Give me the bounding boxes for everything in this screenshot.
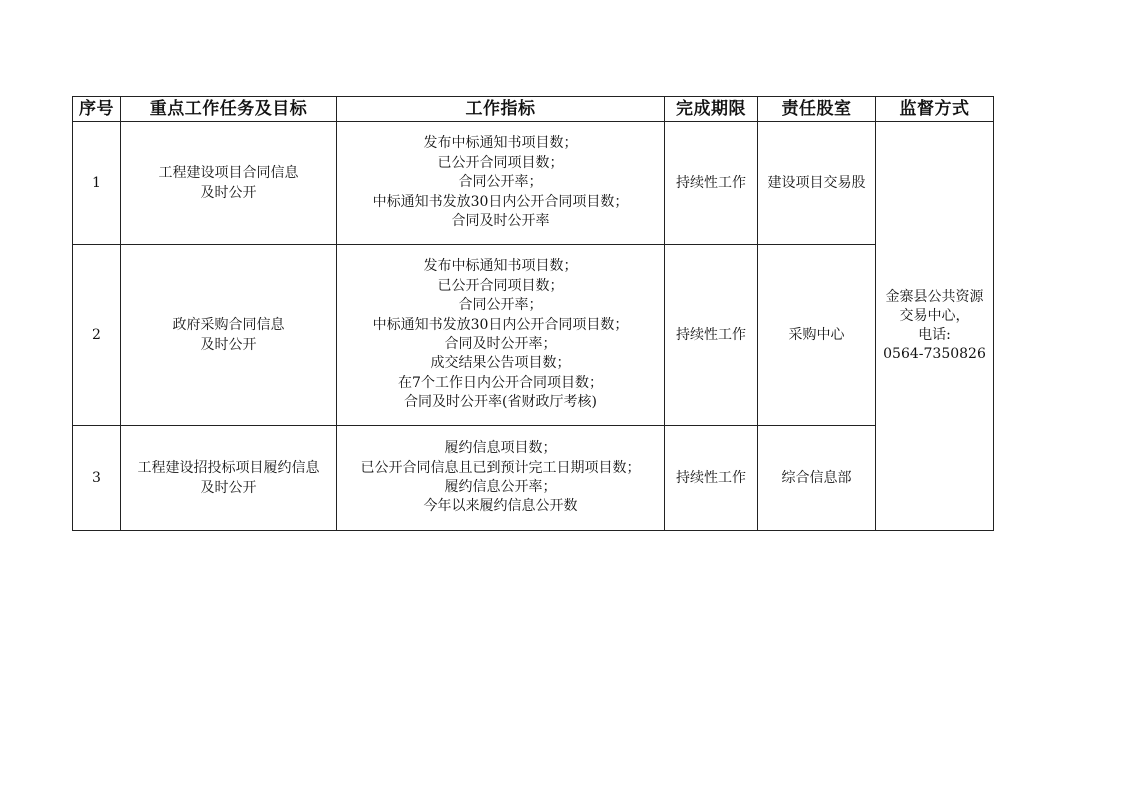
task-line: 及时公开 (200, 480, 257, 496)
row-task (121, 245, 337, 426)
indicator-line: 合同公开率； (458, 297, 543, 314)
row-indicators (337, 426, 665, 531)
row-seq: 3 (73, 426, 121, 531)
indicator-line: 已公开合同项目数； (437, 154, 564, 171)
work-task-table (72, 96, 994, 531)
task-line: 工程建设项目合同信息 (158, 165, 299, 181)
header-dept: 责任股室 (758, 97, 876, 122)
indicator-line: 合同及时公开率； (444, 336, 557, 352)
row-dept: 采购中心 (758, 245, 876, 426)
row-period: 持续性工作 (665, 245, 758, 426)
header-task: 重点工作任务及目标 (121, 97, 337, 122)
row-period: 持续性工作 (665, 122, 758, 245)
table-row (73, 426, 994, 531)
indicator-line: 成交结果公告项目数； (430, 355, 571, 372)
table-row (73, 245, 994, 426)
header-seq: 序号 (73, 97, 121, 122)
indicator-line: 合同及时公开率 (451, 213, 550, 230)
row-dept: 综合信息部 (758, 426, 876, 531)
indicator-line: 发布中标通知书项目数； (423, 135, 578, 152)
row-task (121, 122, 337, 245)
row-dept: 建设项目交易股 (758, 122, 876, 245)
table-row (73, 122, 994, 245)
task-line: 政府采购合同信息 (172, 317, 285, 333)
task-line: 工程建设招投标项目履约信息 (137, 460, 320, 476)
row-indicators (337, 245, 665, 426)
header-indicators: 工作指标 (337, 97, 665, 122)
indicator-line: 已公开合同项目数； (437, 277, 564, 294)
task-line: 及时公开 (200, 185, 257, 201)
supervision-line: 金寨县公共资源 (885, 289, 984, 305)
indicator-line: 发布中标通知书项目数； (423, 258, 578, 275)
row-task (121, 426, 337, 531)
indicator-line: 在7个工作日内公开合同项目数； (398, 374, 603, 391)
indicator-line: 中标通知书发放30日内公开合同项目数； (372, 193, 629, 210)
table-header-row (73, 97, 994, 122)
indicator-line: 已公开合同信息且已到预计完工日期项目数； (360, 459, 641, 476)
indicator-line: 合同及时公开率(省财政厅考核) (404, 394, 597, 411)
indicator-line: 合同公开率； (458, 174, 543, 191)
indicator-line: 今年以来履约信息公开数 (423, 498, 578, 515)
row-indicators (337, 122, 665, 245)
indicator-line: 中标通知书发放30日内公开合同项目数； (372, 316, 629, 333)
supervision-phone: 0564-7350826 (883, 346, 986, 362)
supervision-line: 交易中心， (899, 308, 970, 324)
row-period: 持续性工作 (665, 426, 758, 531)
header-period: 完成期限 (665, 97, 758, 122)
supervision-cell (876, 122, 994, 531)
row-seq: 2 (73, 245, 121, 426)
indicator-line: 履约信息项目数； (444, 440, 557, 457)
supervision-line: 电话: (918, 327, 951, 343)
indicator-line: 履约信息公开率； (444, 479, 557, 495)
task-line: 及时公开 (200, 337, 257, 353)
header-supervision: 监督方式 (876, 97, 994, 122)
row-seq: 1 (73, 122, 121, 245)
